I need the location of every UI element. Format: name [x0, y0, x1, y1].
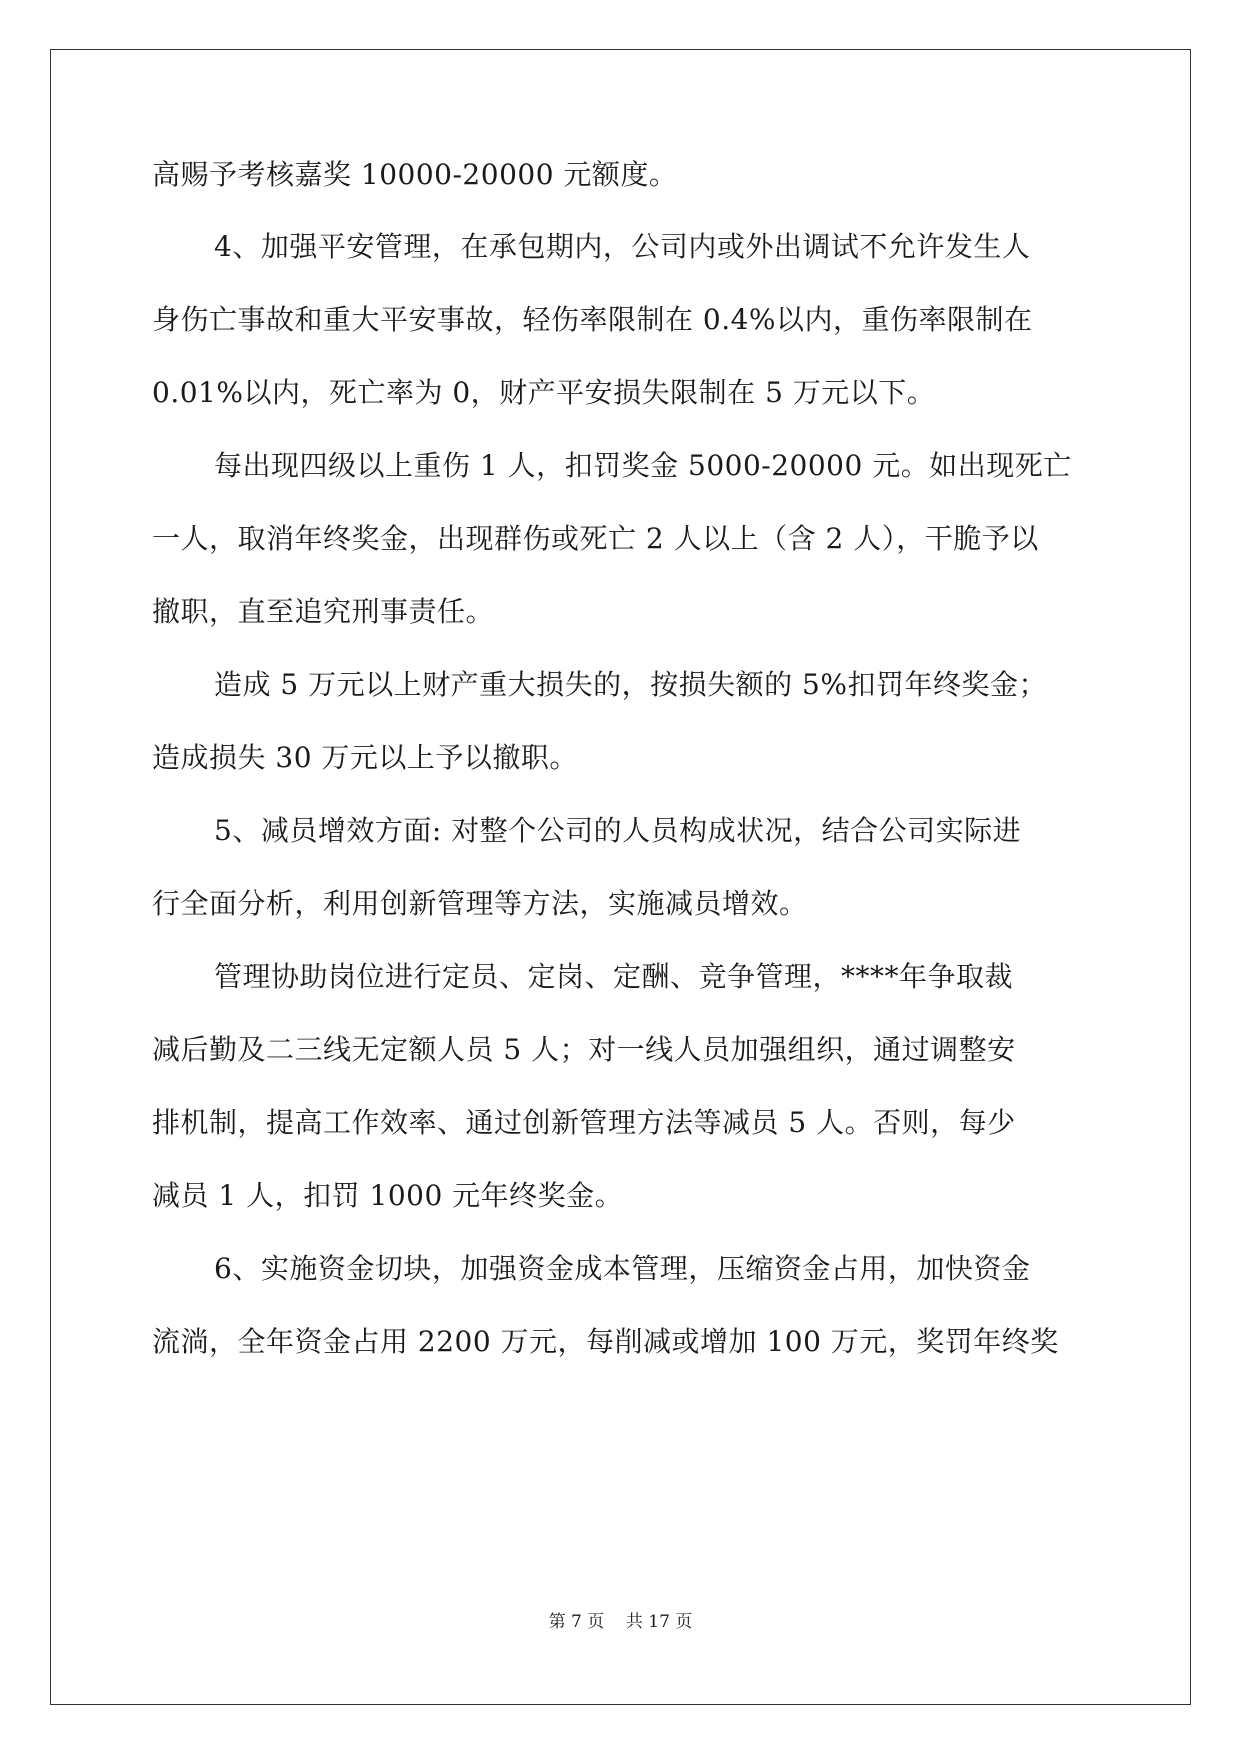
- text-line-14: 排机制，提高工作效率、通过创新管理方法等减员 5 人。否则，每少: [152, 1106, 1016, 1139]
- text-line-5: 每出现四级以上重伤 1 人，扣罚奖金 5000-20000 元。如出现死亡: [214, 449, 1072, 482]
- text-line-11: 行全面分析，利用创新管理等方法，实施减员增效。: [152, 887, 808, 920]
- page-footer: [0, 1610, 1241, 1634]
- text-line-15: 减员 1 人，扣罚 1000 元年终奖金。: [152, 1179, 624, 1212]
- text-line-9: 造成损失 30 万元以上予以撤职。: [152, 741, 578, 774]
- page-border: [50, 49, 1191, 1705]
- text-line-13: 减后勤及二三线无定额人员 5 人；对一线人员加强组织，通过调整安: [152, 1033, 1016, 1066]
- page-number: 第 7 页: [548, 1612, 605, 1632]
- text-line-3: 身伤亡事故和重大平安事故，轻伤率限制在 0.4%以内，重伤率限制在: [152, 303, 1033, 336]
- text-line-4: 0.01%以内，死亡率为 0，财产平安损失限制在 5 万元以下。: [152, 376, 936, 409]
- text-line-17: 流淌，全年资金占用 2200 万元，每削减或增加 100 万元，奖罚年终奖: [152, 1325, 1059, 1358]
- text-line-12: 管理协助岗位进行定员、定岗、定酬、竞争管理，****年争取裁: [214, 960, 1014, 993]
- text-line-1: 高赐予考核嘉奖 10000-20000 元额度。: [152, 158, 678, 191]
- text-line-6: 一人，取消年终奖金，出现群伤或死亡 2 人以上（含 2 人），干脆予以: [152, 522, 1039, 555]
- text-line-7: 撤职，直至追究刑事责任。: [152, 595, 495, 628]
- page-total: 共 17 页: [625, 1612, 693, 1632]
- text-line-8: 造成 5 万元以上财产重大损失的，按损失额的 5%扣罚年终奖金；: [214, 668, 1047, 701]
- text-line-10: 5、减员增效方面: 对整个公司的人员构成状况，结合公司实际进: [214, 814, 1022, 847]
- text-line-2: 4、加强平安管理，在承包期内，公司内或外出调试不允许发生人: [214, 230, 1031, 263]
- text-line-16: 6、实施资金切块，加强资金成本管理，压缩资金占用，加快资金: [214, 1252, 1031, 1285]
